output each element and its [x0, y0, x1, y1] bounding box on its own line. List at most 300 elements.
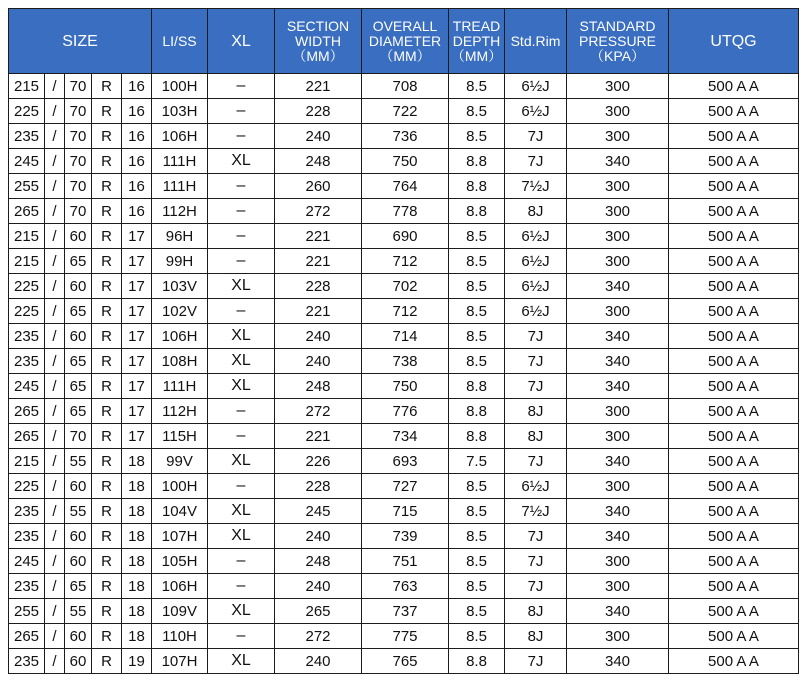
cell-aspect-ratio: 70 — [65, 199, 92, 224]
cell-xl: – — [208, 224, 275, 249]
cell-li-ss: 107H — [152, 524, 208, 549]
cell-utqg: 500 A A — [669, 149, 799, 174]
cell-overall-diameter: 763 — [362, 574, 449, 599]
cell-width: 235 — [9, 324, 45, 349]
cell-aspect-ratio: 60 — [65, 274, 92, 299]
cell-rim-diameter: 18 — [122, 474, 152, 499]
cell-std-rim: 7J — [505, 449, 567, 474]
cell-rim-diameter: 16 — [122, 124, 152, 149]
cell-construction: R — [92, 274, 122, 299]
cell-overall-diameter: 714 — [362, 324, 449, 349]
cell-xl: XL — [208, 499, 275, 524]
cell-separator: / — [45, 149, 65, 174]
cell-aspect-ratio: 70 — [65, 149, 92, 174]
cell-construction: R — [92, 349, 122, 374]
cell-rim-diameter: 17 — [122, 424, 152, 449]
cell-utqg: 500 A A — [669, 649, 799, 674]
cell-construction: R — [92, 324, 122, 349]
cell-construction: R — [92, 624, 122, 649]
cell-std-rim: 8J — [505, 424, 567, 449]
cell-tread-depth: 8.8 — [449, 424, 505, 449]
cell-rim-diameter: 16 — [122, 174, 152, 199]
cell-separator: / — [45, 449, 65, 474]
table-row — [9, 649, 799, 674]
cell-utqg: 500 A A — [669, 549, 799, 574]
header-standard-pressure-line: STANDARD — [579, 17, 656, 34]
cell-utqg: 500 A A — [669, 349, 799, 374]
cell-tread-depth: 8.5 — [449, 574, 505, 599]
table-row — [9, 624, 799, 649]
cell-tread-depth: 8.5 — [449, 249, 505, 274]
cell-tread-depth: 8.5 — [449, 299, 505, 324]
cell-tread-depth: 8.5 — [449, 74, 505, 99]
header-standard-pressure-unit: （KPA） — [590, 47, 645, 64]
cell-utqg: 500 A A — [669, 324, 799, 349]
cell-li-ss: 96H — [152, 224, 208, 249]
cell-rim-diameter: 18 — [122, 624, 152, 649]
cell-section-width: 228 — [275, 474, 362, 499]
cell-utqg: 500 A A — [669, 99, 799, 124]
cell-section-width: 248 — [275, 549, 362, 574]
cell-separator: / — [45, 224, 65, 249]
header-size: SIZE — [9, 9, 152, 74]
table-row — [9, 374, 799, 399]
table-row — [9, 424, 799, 449]
cell-width: 235 — [9, 124, 45, 149]
cell-separator: / — [45, 124, 65, 149]
cell-tread-depth: 8.8 — [449, 149, 505, 174]
cell-construction: R — [92, 449, 122, 474]
cell-utqg: 500 A A — [669, 224, 799, 249]
cell-tread-depth: 8.8 — [449, 399, 505, 424]
cell-section-width: 221 — [275, 249, 362, 274]
cell-aspect-ratio: 70 — [65, 174, 92, 199]
cell-section-width: 265 — [275, 599, 362, 624]
cell-li-ss: 106H — [152, 574, 208, 599]
cell-utqg: 500 A A — [669, 199, 799, 224]
cell-std-rim: 6½J — [505, 249, 567, 274]
cell-std-rim: 6½J — [505, 99, 567, 124]
cell-overall-diameter: 765 — [362, 649, 449, 674]
cell-section-width: 248 — [275, 149, 362, 174]
cell-construction: R — [92, 199, 122, 224]
cell-xl: XL — [208, 599, 275, 624]
cell-construction: R — [92, 174, 122, 199]
cell-aspect-ratio: 70 — [65, 424, 92, 449]
table-row — [9, 349, 799, 374]
cell-width: 225 — [9, 299, 45, 324]
cell-li-ss: 104V — [152, 499, 208, 524]
cell-std-rim: 7½J — [505, 499, 567, 524]
table-header — [9, 9, 799, 74]
cell-separator: / — [45, 74, 65, 99]
cell-width: 235 — [9, 574, 45, 599]
cell-tread-depth: 8.8 — [449, 199, 505, 224]
table-row — [9, 149, 799, 174]
cell-pressure: 300 — [567, 99, 669, 124]
cell-li-ss: 105H — [152, 549, 208, 574]
cell-li-ss: 106H — [152, 124, 208, 149]
cell-construction: R — [92, 149, 122, 174]
cell-separator: / — [45, 349, 65, 374]
cell-separator: / — [45, 274, 65, 299]
cell-pressure: 340 — [567, 599, 669, 624]
table-row — [9, 474, 799, 499]
cell-tread-depth: 8.5 — [449, 124, 505, 149]
cell-construction: R — [92, 399, 122, 424]
cell-overall-diameter: 734 — [362, 424, 449, 449]
cell-utqg: 500 A A — [669, 499, 799, 524]
table-row — [9, 324, 799, 349]
cell-li-ss: 99H — [152, 249, 208, 274]
cell-width: 235 — [9, 524, 45, 549]
cell-std-rim: 7J — [505, 124, 567, 149]
cell-section-width: 228 — [275, 274, 362, 299]
header-standard-pressure-line: PRESSURE — [578, 32, 657, 49]
cell-width: 255 — [9, 599, 45, 624]
cell-separator: / — [45, 649, 65, 674]
cell-aspect-ratio: 70 — [65, 124, 92, 149]
cell-construction: R — [92, 374, 122, 399]
table-row — [9, 549, 799, 574]
cell-std-rim: 7J — [505, 549, 567, 574]
cell-separator: / — [45, 499, 65, 524]
cell-xl: – — [208, 424, 275, 449]
cell-pressure: 300 — [567, 474, 669, 499]
cell-section-width: 240 — [275, 649, 362, 674]
cell-utqg: 500 A A — [669, 624, 799, 649]
cell-utqg: 500 A A — [669, 424, 799, 449]
cell-tread-depth: 8.8 — [449, 374, 505, 399]
cell-tread-depth: 8.5 — [449, 274, 505, 299]
header-section-width-line: WIDTH — [295, 32, 341, 49]
cell-width: 235 — [9, 499, 45, 524]
cell-tread-depth: 8.5 — [449, 524, 505, 549]
table-row — [9, 199, 799, 224]
cell-width: 255 — [9, 174, 45, 199]
cell-aspect-ratio: 55 — [65, 599, 92, 624]
cell-pressure: 340 — [567, 149, 669, 174]
cell-width: 215 — [9, 249, 45, 274]
cell-rim-diameter: 18 — [122, 524, 152, 549]
cell-aspect-ratio: 60 — [65, 624, 92, 649]
cell-overall-diameter: 750 — [362, 374, 449, 399]
cell-overall-diameter: 690 — [362, 224, 449, 249]
cell-std-rim: 6½J — [505, 274, 567, 299]
cell-separator: / — [45, 199, 65, 224]
cell-xl: XL — [208, 449, 275, 474]
cell-xl: XL — [208, 374, 275, 399]
cell-xl: XL — [208, 274, 275, 299]
table-row — [9, 224, 799, 249]
cell-section-width: 228 — [275, 99, 362, 124]
cell-xl: XL — [208, 149, 275, 174]
cell-std-rim: 6½J — [505, 474, 567, 499]
cell-xl: – — [208, 574, 275, 599]
cell-pressure: 300 — [567, 424, 669, 449]
cell-separator: / — [45, 99, 65, 124]
cell-aspect-ratio: 65 — [65, 399, 92, 424]
cell-xl: XL — [208, 524, 275, 549]
header-utqg: UTQG — [669, 9, 799, 74]
cell-utqg: 500 A A — [669, 274, 799, 299]
cell-xl: – — [208, 549, 275, 574]
cell-overall-diameter: 764 — [362, 174, 449, 199]
cell-section-width: 221 — [275, 224, 362, 249]
cell-xl: XL — [208, 324, 275, 349]
cell-construction: R — [92, 549, 122, 574]
cell-section-width: 272 — [275, 199, 362, 224]
cell-width: 225 — [9, 474, 45, 499]
cell-pressure: 340 — [567, 374, 669, 399]
cell-rim-diameter: 17 — [122, 274, 152, 299]
cell-rim-diameter: 17 — [122, 299, 152, 324]
cell-pressure: 340 — [567, 349, 669, 374]
header-std-rim: Std.Rim — [505, 9, 567, 74]
cell-tread-depth: 8.5 — [449, 624, 505, 649]
cell-aspect-ratio: 70 — [65, 99, 92, 124]
header-tread-depth-unit: （MM） — [450, 47, 503, 64]
cell-section-width: 272 — [275, 624, 362, 649]
table-row — [9, 524, 799, 549]
cell-separator: / — [45, 324, 65, 349]
cell-std-rim: 8J — [505, 624, 567, 649]
cell-width: 235 — [9, 649, 45, 674]
tire-spec-table — [8, 8, 799, 674]
cell-width: 215 — [9, 224, 45, 249]
table-row — [9, 99, 799, 124]
cell-pressure: 300 — [567, 399, 669, 424]
cell-pressure: 300 — [567, 74, 669, 99]
cell-xl: XL — [208, 649, 275, 674]
cell-width: 225 — [9, 99, 45, 124]
header-tread-depth — [449, 9, 505, 74]
cell-pressure: 300 — [567, 249, 669, 274]
table-row — [9, 174, 799, 199]
cell-section-width: 226 — [275, 449, 362, 474]
cell-rim-diameter: 16 — [122, 199, 152, 224]
cell-overall-diameter: 736 — [362, 124, 449, 149]
cell-section-width: 240 — [275, 324, 362, 349]
cell-utqg: 500 A A — [669, 299, 799, 324]
cell-aspect-ratio: 65 — [65, 374, 92, 399]
cell-std-rim: 7J — [505, 649, 567, 674]
cell-aspect-ratio: 65 — [65, 249, 92, 274]
header-overall-diameter-unit: （MM） — [379, 47, 431, 64]
cell-overall-diameter: 727 — [362, 474, 449, 499]
tire-spec-table-container — [8, 8, 799, 674]
cell-li-ss: 103V — [152, 274, 208, 299]
table-row — [9, 449, 799, 474]
cell-construction: R — [92, 599, 122, 624]
header-li-ss: LI/SS — [152, 9, 208, 74]
cell-utqg: 500 A A — [669, 474, 799, 499]
cell-li-ss: 102V — [152, 299, 208, 324]
cell-std-rim: 7J — [505, 374, 567, 399]
cell-pressure: 340 — [567, 449, 669, 474]
cell-li-ss: 115H — [152, 424, 208, 449]
cell-tread-depth: 8.5 — [449, 224, 505, 249]
cell-aspect-ratio: 70 — [65, 74, 92, 99]
cell-aspect-ratio: 55 — [65, 449, 92, 474]
cell-utqg: 500 A A — [669, 124, 799, 149]
cell-rim-diameter: 17 — [122, 224, 152, 249]
cell-section-width: 272 — [275, 399, 362, 424]
cell-aspect-ratio: 65 — [65, 574, 92, 599]
cell-width: 265 — [9, 424, 45, 449]
cell-tread-depth: 8.5 — [449, 324, 505, 349]
cell-tread-depth: 8.8 — [449, 649, 505, 674]
cell-pressure: 300 — [567, 299, 669, 324]
header-row — [9, 9, 799, 74]
cell-overall-diameter: 712 — [362, 249, 449, 274]
cell-width: 245 — [9, 549, 45, 574]
cell-pressure: 300 — [567, 174, 669, 199]
table-row — [9, 399, 799, 424]
cell-aspect-ratio: 60 — [65, 324, 92, 349]
cell-rim-diameter: 18 — [122, 449, 152, 474]
cell-utqg: 500 A A — [669, 524, 799, 549]
cell-xl: – — [208, 99, 275, 124]
cell-utqg: 500 A A — [669, 574, 799, 599]
cell-utqg: 500 A A — [669, 249, 799, 274]
cell-std-rim: 7J — [505, 324, 567, 349]
cell-overall-diameter: 776 — [362, 399, 449, 424]
cell-aspect-ratio: 60 — [65, 224, 92, 249]
cell-rim-diameter: 18 — [122, 549, 152, 574]
cell-xl: – — [208, 399, 275, 424]
cell-pressure: 300 — [567, 199, 669, 224]
cell-pressure: 340 — [567, 324, 669, 349]
cell-section-width: 240 — [275, 574, 362, 599]
cell-rim-diameter: 16 — [122, 74, 152, 99]
cell-section-width: 240 — [275, 349, 362, 374]
cell-xl: – — [208, 249, 275, 274]
cell-xl: – — [208, 74, 275, 99]
cell-width: 215 — [9, 449, 45, 474]
cell-overall-diameter: 778 — [362, 199, 449, 224]
cell-li-ss: 111H — [152, 374, 208, 399]
cell-width: 215 — [9, 74, 45, 99]
header-tread-depth-line: TREAD — [452, 17, 501, 34]
cell-tread-depth: 8.8 — [449, 174, 505, 199]
cell-section-width: 260 — [275, 174, 362, 199]
table-row — [9, 249, 799, 274]
cell-aspect-ratio: 65 — [65, 349, 92, 374]
cell-std-rim: 8J — [505, 599, 567, 624]
cell-tread-depth: 8.5 — [449, 349, 505, 374]
cell-construction: R — [92, 499, 122, 524]
table-row — [9, 74, 799, 99]
cell-std-rim: 7J — [505, 524, 567, 549]
header-xl: XL — [208, 9, 275, 74]
cell-pressure: 340 — [567, 524, 669, 549]
cell-std-rim: 8J — [505, 399, 567, 424]
cell-rim-diameter: 17 — [122, 374, 152, 399]
cell-separator: / — [45, 399, 65, 424]
cell-aspect-ratio: 60 — [65, 649, 92, 674]
cell-construction: R — [92, 474, 122, 499]
cell-pressure: 340 — [567, 499, 669, 524]
cell-aspect-ratio: 65 — [65, 299, 92, 324]
cell-separator: / — [45, 424, 65, 449]
cell-std-rim: 7J — [505, 574, 567, 599]
cell-construction: R — [92, 524, 122, 549]
cell-rim-diameter: 17 — [122, 249, 152, 274]
cell-xl: – — [208, 624, 275, 649]
header-section-width-line: SECTION — [286, 17, 350, 34]
cell-tread-depth: 7.5 — [449, 449, 505, 474]
table-row — [9, 124, 799, 149]
table-row — [9, 299, 799, 324]
cell-width: 265 — [9, 399, 45, 424]
cell-width: 265 — [9, 199, 45, 224]
cell-utqg: 500 A A — [669, 174, 799, 199]
cell-construction: R — [92, 74, 122, 99]
header-section-width-unit: （MM） — [292, 47, 344, 64]
cell-utqg: 500 A A — [669, 74, 799, 99]
cell-pressure: 300 — [567, 624, 669, 649]
cell-rim-diameter: 18 — [122, 574, 152, 599]
cell-overall-diameter: 712 — [362, 299, 449, 324]
cell-tread-depth: 8.5 — [449, 599, 505, 624]
cell-overall-diameter: 738 — [362, 349, 449, 374]
cell-rim-diameter: 18 — [122, 599, 152, 624]
cell-overall-diameter: 739 — [362, 524, 449, 549]
cell-construction: R — [92, 99, 122, 124]
cell-construction: R — [92, 574, 122, 599]
cell-pressure: 300 — [567, 549, 669, 574]
cell-construction: R — [92, 249, 122, 274]
cell-construction: R — [92, 424, 122, 449]
cell-li-ss: 107H — [152, 649, 208, 674]
cell-width: 225 — [9, 274, 45, 299]
cell-construction: R — [92, 299, 122, 324]
cell-std-rim: 6½J — [505, 299, 567, 324]
cell-rim-diameter: 16 — [122, 99, 152, 124]
cell-xl: – — [208, 299, 275, 324]
cell-width: 245 — [9, 374, 45, 399]
cell-separator: / — [45, 249, 65, 274]
cell-rim-diameter: 16 — [122, 149, 152, 174]
table-row — [9, 599, 799, 624]
cell-tread-depth: 8.5 — [449, 474, 505, 499]
cell-width: 245 — [9, 149, 45, 174]
cell-utqg: 500 A A — [669, 374, 799, 399]
cell-overall-diameter: 708 — [362, 74, 449, 99]
cell-utqg: 500 A A — [669, 449, 799, 474]
cell-section-width: 221 — [275, 424, 362, 449]
cell-separator: / — [45, 299, 65, 324]
cell-std-rim: 8J — [505, 199, 567, 224]
cell-li-ss: 103H — [152, 99, 208, 124]
cell-li-ss: 110H — [152, 624, 208, 649]
cell-construction: R — [92, 124, 122, 149]
cell-xl: XL — [208, 349, 275, 374]
cell-li-ss: 111H — [152, 149, 208, 174]
cell-separator: / — [45, 374, 65, 399]
cell-overall-diameter: 750 — [362, 149, 449, 174]
cell-rim-diameter: 19 — [122, 649, 152, 674]
cell-aspect-ratio: 60 — [65, 549, 92, 574]
header-section-width — [275, 9, 362, 74]
cell-rim-diameter: 18 — [122, 499, 152, 524]
cell-width: 265 — [9, 624, 45, 649]
cell-std-rim: 7½J — [505, 174, 567, 199]
header-tread-depth-line: DEPTH — [452, 32, 501, 49]
header-overall-diameter — [362, 9, 449, 74]
cell-overall-diameter: 715 — [362, 499, 449, 524]
